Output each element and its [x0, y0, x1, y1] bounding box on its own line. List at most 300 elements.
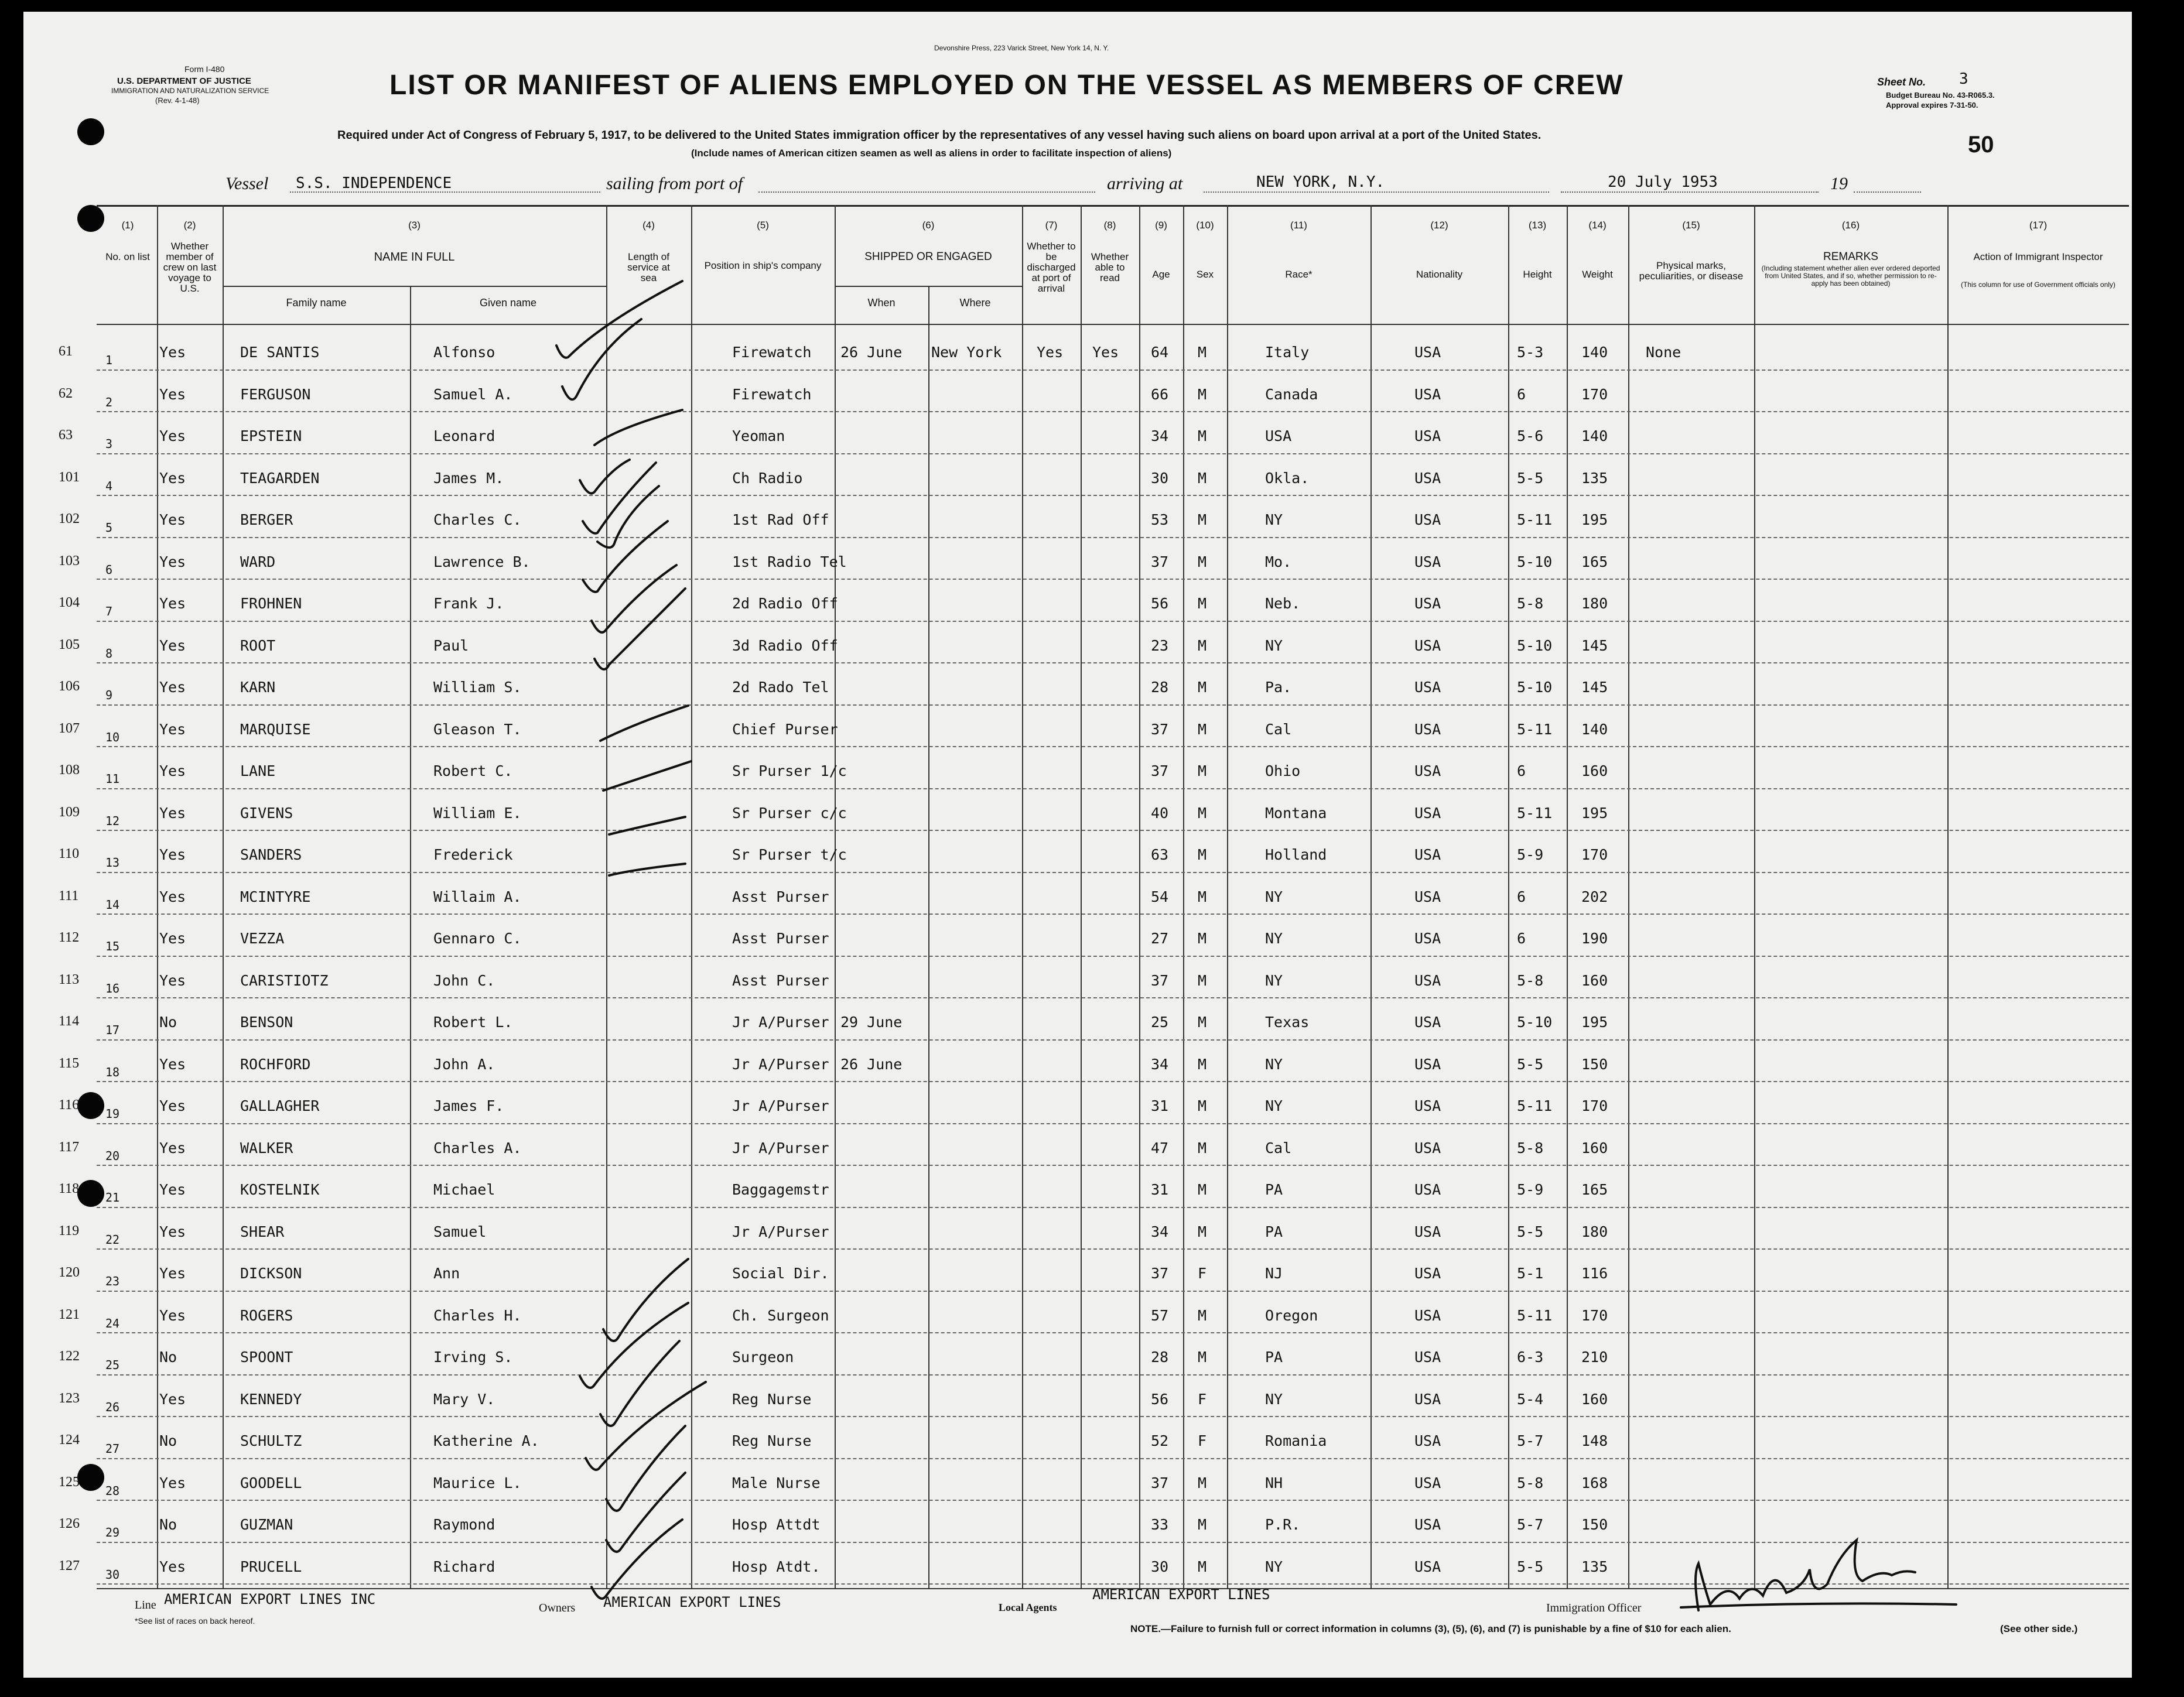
crew-height: 5-4 — [1517, 1390, 1544, 1408]
crew-age: 56 — [1151, 595, 1169, 612]
crew-nationality: USA — [1414, 804, 1441, 822]
crew-sex: M — [1198, 1223, 1207, 1240]
crew-height: 6-3 — [1517, 1349, 1544, 1366]
crew-last-voyage: Yes — [159, 804, 186, 822]
crew-list-number: 3 — [105, 437, 113, 451]
crew-ship-position: Jr A/Purser — [732, 1097, 829, 1114]
crew-race: NY — [1265, 511, 1283, 528]
col-13-header: Height — [1523, 269, 1552, 280]
crew-weight: 168 — [1581, 1474, 1608, 1491]
crew-last-voyage: Yes — [159, 1181, 186, 1198]
crew-sex: M — [1198, 637, 1207, 654]
crew-given-name: Alfonso — [433, 344, 495, 361]
col-5-header: Position in ship's company — [704, 260, 822, 271]
col-1-header: No. on list — [105, 251, 150, 262]
crew-height: 5-9 — [1517, 846, 1544, 863]
crew-nationality: USA — [1414, 1181, 1441, 1198]
col-16-subheader: (Including statement whether alien ever ordered deported from United States, and if so, whether permission to re-apply has been obtained) — [1761, 264, 1940, 288]
crew-list-number: 30 — [105, 1567, 120, 1582]
col-8-number: (8) — [1103, 220, 1116, 231]
crew-last-voyage: Yes — [159, 720, 186, 738]
col-6-header: SHIPPED OR ENGAGED — [864, 251, 992, 263]
crew-given-name: William S. — [433, 679, 522, 696]
crew-ship-position: Asst Purser — [732, 971, 829, 989]
crew-age: 34 — [1151, 427, 1169, 444]
crew-ship-position: Asst Purser — [732, 888, 829, 905]
crew-race: Cal — [1265, 720, 1292, 738]
crew-weight: 135 — [1581, 1558, 1608, 1575]
crew-nationality: USA — [1414, 762, 1441, 779]
crew-sex: M — [1198, 846, 1207, 863]
crew-tally-number: 63 — [59, 427, 73, 443]
crew-race: Neb. — [1265, 595, 1301, 612]
races-note: *See list of races on back hereof. — [135, 1616, 255, 1626]
owners-label: Owners — [539, 1602, 576, 1614]
crew-tally-number: 116 — [59, 1097, 80, 1113]
crew-nationality: USA — [1414, 595, 1441, 612]
crew-ship-position: Baggagemstr — [732, 1181, 829, 1198]
crew-height: 5-10 — [1517, 637, 1553, 654]
crew-weight: 170 — [1581, 385, 1608, 403]
crew-race: Mo. — [1265, 553, 1292, 570]
crew-sex: M — [1198, 385, 1207, 403]
crew-shipped-where: New York — [931, 344, 1002, 361]
crew-list-number: 5 — [105, 521, 113, 535]
arriving-label: arriving at — [1107, 174, 1183, 193]
crew-age: 37 — [1151, 720, 1169, 738]
crew-age: 31 — [1151, 1097, 1169, 1114]
crew-list-number: 26 — [105, 1400, 120, 1414]
crew-family-name: KARN — [240, 679, 276, 696]
crew-weight: 140 — [1581, 427, 1608, 444]
col-14-header: Weight — [1582, 269, 1613, 280]
crew-height: 5-10 — [1517, 679, 1553, 696]
crew-given-name: Michael — [433, 1181, 495, 1198]
crew-height: 6 — [1517, 930, 1526, 947]
crew-ship-position: Social Dir. — [732, 1265, 829, 1282]
crew-nationality: USA — [1414, 1139, 1441, 1157]
crew-family-name: BERGER — [240, 511, 293, 528]
crew-tally-number: 112 — [59, 930, 80, 945]
shipped-where-header: Where — [959, 297, 991, 309]
crew-nationality: USA — [1414, 1558, 1441, 1575]
vessel-label: Vessel — [225, 174, 269, 193]
crew-last-voyage: Yes — [159, 1055, 186, 1073]
printer-line: Devonshire Press, 223 Varick Street, New York 14, N. Y. — [934, 44, 1109, 52]
crew-family-name: DICKSON — [240, 1265, 302, 1282]
crew-family-name: MCINTYRE — [240, 888, 311, 905]
crew-tally-number: 107 — [59, 720, 80, 736]
crew-last-voyage: Yes — [159, 1097, 186, 1114]
crew-ship-position: Firewatch — [732, 344, 812, 361]
col-6-number: (6) — [922, 220, 935, 231]
arrival-date: 20 July 1953 — [1608, 173, 1718, 191]
crew-age: 31 — [1151, 1181, 1169, 1198]
col-4-header: Length of service at sea — [627, 251, 670, 283]
crew-ship-position: 1st Radio Tel — [732, 553, 847, 570]
crew-family-name: MARQUISE — [240, 720, 311, 738]
crew-race: NY — [1265, 637, 1283, 654]
crew-last-voyage: No — [159, 1516, 177, 1533]
crew-weight: 195 — [1581, 804, 1608, 822]
crew-tally-number: 62 — [59, 385, 73, 401]
sheet-number: 3 — [1959, 70, 1968, 88]
manifest-page — [23, 12, 2132, 1678]
col-2-number: (2) — [183, 220, 196, 231]
crew-family-name: SHEAR — [240, 1223, 285, 1240]
crew-weight: 140 — [1581, 720, 1608, 738]
agents-value: AMERICAN EXPORT LINES — [1092, 1586, 1270, 1603]
crew-list-number: 4 — [105, 478, 113, 493]
crew-last-voyage: Yes — [159, 1474, 186, 1491]
crew-height: 5-11 — [1517, 1097, 1553, 1114]
crew-race: Ohio — [1265, 762, 1301, 779]
crew-ship-position: Hosp Attdt — [732, 1516, 821, 1533]
crew-given-name: Samuel — [433, 1223, 487, 1240]
crew-sex: M — [1198, 344, 1207, 361]
crew-list-number: 13 — [105, 856, 120, 870]
crew-ship-position: Reg Nurse — [732, 1390, 812, 1408]
crew-tally-number: 61 — [59, 344, 73, 359]
col-3-header: NAME IN FULL — [374, 251, 455, 264]
crew-weight: 165 — [1581, 1181, 1608, 1198]
crew-given-name: Gleason T. — [433, 720, 522, 738]
crew-height: 5-7 — [1517, 1432, 1544, 1449]
crew-ship-position: Chief Purser — [732, 720, 838, 738]
crew-ship-position: Sr Purser t/c — [732, 846, 847, 863]
crew-nationality: USA — [1414, 1265, 1441, 1282]
crew-given-name: Leonard — [433, 427, 495, 444]
crew-ship-position: Hosp Atdt. — [732, 1558, 821, 1575]
crew-given-name: John C. — [433, 971, 495, 989]
crew-family-name: PRUCELL — [240, 1558, 302, 1575]
crew-last-voyage: Yes — [159, 637, 186, 654]
crew-list-number: 21 — [105, 1190, 120, 1205]
crew-list-number: 2 — [105, 395, 113, 409]
crew-height: 5-8 — [1517, 1139, 1544, 1157]
footer-note: NOTE.—Failure to furnish full or correct information in columns (3), (5), (6), and (7) is punishable by a fine of $10 for each alien. — [1130, 1623, 1731, 1634]
crew-nationality: USA — [1414, 637, 1441, 654]
crew-ship-position: Jr A/Purser — [732, 1055, 829, 1073]
page-subtitle: Required under Act of Congress of February 5, 1917, to be delivered to the United States immigration officer by the representatives of any vessel having such aliens on board upon arrival at a port of the United States. — [337, 129, 1542, 142]
crew-weight: 210 — [1581, 1349, 1608, 1366]
crew-weight: 165 — [1581, 553, 1608, 570]
crew-last-voyage: Yes — [159, 1223, 186, 1240]
crew-nationality: USA — [1414, 846, 1441, 863]
crew-family-name: LANE — [240, 762, 276, 779]
crew-weight: 195 — [1581, 1014, 1608, 1031]
crew-family-name: GALLAGHER — [240, 1097, 320, 1114]
crew-height: 5-8 — [1517, 595, 1544, 612]
sheet-label: Sheet No. — [1877, 76, 1926, 88]
crew-ship-position: 1st Rad Off — [732, 511, 829, 528]
crew-age: 53 — [1151, 511, 1169, 528]
crew-tally-number: 114 — [59, 1014, 80, 1029]
crew-height: 5-5 — [1517, 469, 1544, 487]
col-7-number: (7) — [1045, 220, 1058, 231]
crew-last-voyage: Yes — [159, 469, 186, 487]
vessel-name: S.S. INDEPENDENCE — [296, 175, 452, 192]
crew-tally-number: 123 — [59, 1390, 80, 1406]
crew-height: 6 — [1517, 762, 1526, 779]
crew-tally-number: 109 — [59, 804, 80, 820]
crew-tally-number: 111 — [59, 888, 79, 904]
agents-label: Local Agents — [999, 1602, 1057, 1613]
crew-ship-position: Firewatch — [732, 385, 812, 403]
crew-sex: M — [1198, 762, 1207, 779]
crew-sex: F — [1198, 1432, 1207, 1449]
crew-height: 5-3 — [1517, 344, 1544, 361]
col-3-number: (3) — [408, 220, 421, 231]
crew-shipped-when: 26 June — [840, 1055, 903, 1073]
crew-last-voyage: No — [159, 1014, 177, 1031]
crew-tally-number: 124 — [59, 1432, 80, 1448]
crew-nationality: USA — [1414, 427, 1441, 444]
crew-race: NY — [1265, 888, 1283, 905]
crew-family-name: GIVENS — [240, 804, 293, 822]
crew-family-name: GOODELL — [240, 1474, 302, 1491]
col-11-number: (11) — [1290, 220, 1307, 231]
crew-list-number: 20 — [105, 1148, 120, 1163]
crew-weight: 160 — [1581, 1139, 1608, 1157]
crew-age: 63 — [1151, 846, 1169, 863]
col-15-header: Physical marks, peculiarities, or disease — [1639, 260, 1744, 282]
crew-weight: 170 — [1581, 1306, 1608, 1324]
col-13-number: (13) — [1528, 220, 1547, 231]
owners-value: AMERICAN EXPORT LINES — [603, 1594, 781, 1610]
page-title: LIST OR MANIFEST OF ALIENS EMPLOYED ON THE VESSEL AS MEMBERS OF CREW — [389, 70, 1624, 101]
crew-given-name: Irving S. — [433, 1349, 513, 1366]
crew-age: 28 — [1151, 679, 1169, 696]
crew-list-number: 23 — [105, 1274, 120, 1288]
crew-weight: 140 — [1581, 344, 1608, 361]
crew-weight: 148 — [1581, 1432, 1608, 1449]
crew-list-number: 19 — [105, 1107, 120, 1121]
crew-nationality: USA — [1414, 930, 1441, 947]
agency-name: U.S. DEPARTMENT OF JUSTICE — [117, 76, 251, 86]
crew-given-name: Katherine A. — [433, 1432, 539, 1449]
crew-nationality: USA — [1414, 971, 1441, 989]
crew-age: 34 — [1151, 1055, 1169, 1073]
crew-race: Italy — [1265, 344, 1310, 361]
crew-sex: M — [1198, 971, 1207, 989]
crew-family-name: FERGUSON — [240, 385, 311, 403]
crew-age: 66 — [1151, 385, 1169, 403]
col-7-header: Whether to be discharged at port of arrival — [1027, 241, 1076, 294]
crew-list-number: 16 — [105, 981, 120, 995]
crew-height: 5-5 — [1517, 1558, 1544, 1575]
crew-weight: 170 — [1581, 846, 1608, 863]
crew-given-name: Lawrence B. — [433, 553, 531, 570]
sailing-label: sailing from port of — [606, 174, 743, 193]
crew-race: Montana — [1265, 804, 1327, 822]
crew-ship-position: Reg Nurse — [732, 1432, 812, 1449]
crew-last-voyage: Yes — [159, 1265, 186, 1282]
crew-race: Holland — [1265, 846, 1327, 863]
crew-nationality: USA — [1414, 720, 1441, 738]
crew-race: Texas — [1265, 1014, 1310, 1031]
crew-age: 40 — [1151, 804, 1169, 822]
crew-last-voyage: Yes — [159, 971, 186, 989]
crew-list-number: 14 — [105, 897, 120, 912]
crew-height: 5-8 — [1517, 1474, 1544, 1491]
crew-family-name: VEZZA — [240, 930, 285, 947]
crew-given-name: James F. — [433, 1097, 504, 1114]
crew-tally-number: 115 — [59, 1055, 80, 1071]
col-17-subheader: (This column for use of Government officials only) — [1961, 280, 2115, 289]
crew-last-voyage: Yes — [159, 553, 186, 570]
crew-able-to-read: Yes — [1092, 344, 1119, 361]
crew-nationality: USA — [1414, 344, 1441, 361]
crew-last-voyage: Yes — [159, 385, 186, 403]
crew-ship-position: Jr A/Purser — [732, 1139, 829, 1157]
crew-given-name: Frederick — [433, 846, 513, 863]
crew-weight: 135 — [1581, 469, 1608, 487]
crew-tally-number: 126 — [59, 1516, 80, 1531]
crew-given-name: Gennaro C. — [433, 930, 522, 947]
crew-ship-position: 3d Radio Off — [732, 637, 838, 654]
crew-sex: M — [1198, 1306, 1207, 1324]
crew-tally-number: 121 — [59, 1306, 80, 1322]
crew-weight: 160 — [1581, 762, 1608, 779]
col-14-number: (14) — [1588, 220, 1607, 231]
crew-given-name: Paul — [433, 637, 469, 654]
col-17-number: (17) — [2029, 220, 2048, 231]
line-value: AMERICAN EXPORT LINES INC — [164, 1591, 376, 1607]
crew-age: 57 — [1151, 1306, 1169, 1324]
crew-age: 37 — [1151, 971, 1169, 989]
crew-age: 27 — [1151, 930, 1169, 947]
crew-weight: 150 — [1581, 1516, 1608, 1533]
crew-age: 37 — [1151, 553, 1169, 570]
crew-weight: 160 — [1581, 1390, 1608, 1408]
crew-last-voyage: No — [159, 1349, 177, 1366]
crew-list-number: 27 — [105, 1442, 120, 1456]
crew-last-voyage: Yes — [159, 846, 186, 863]
line-label: Line — [135, 1599, 156, 1612]
crew-sex: M — [1198, 1055, 1207, 1073]
family-name-header: Family name — [286, 297, 347, 309]
approval-expiry: Approval expires 7-31-50. — [1886, 101, 1978, 110]
arrival-port: NEW YORK, N.Y. — [1256, 173, 1385, 191]
crew-tally-number: 108 — [59, 762, 80, 778]
crew-nationality: USA — [1414, 1390, 1441, 1408]
form-number: Form I-480 — [184, 64, 225, 74]
crew-tally-number: 102 — [59, 511, 80, 526]
crew-given-name: Samuel A. — [433, 385, 513, 403]
crew-ship-position: Jr A/Purser — [732, 1223, 829, 1240]
crew-height: 5-10 — [1517, 553, 1553, 570]
crew-age: 37 — [1151, 1474, 1169, 1491]
crew-shipped-when: 29 June — [840, 1014, 903, 1031]
crew-sex: M — [1198, 888, 1207, 905]
col-17-header: Action of Immigrant Inspector — [1973, 251, 2103, 262]
crew-height: 5-11 — [1517, 720, 1553, 738]
crew-sex: M — [1198, 804, 1207, 822]
crew-sex: M — [1198, 1474, 1207, 1491]
crew-nationality: USA — [1414, 1055, 1441, 1073]
year-label: 19 — [1830, 174, 1848, 193]
crew-tally-number: 103 — [59, 553, 80, 569]
crew-height: 6 — [1517, 385, 1526, 403]
crew-last-voyage: Yes — [159, 1390, 186, 1408]
crew-race: Pa. — [1265, 679, 1292, 696]
crew-shipped-when: 26 June — [840, 344, 903, 361]
crew-tally-number: 105 — [59, 637, 80, 652]
crew-height: 6 — [1517, 888, 1526, 905]
crew-age: 30 — [1151, 1558, 1169, 1575]
crew-height: 5-10 — [1517, 1014, 1553, 1031]
crew-race: USA — [1265, 427, 1292, 444]
crew-ship-position: 2d Rado Tel — [732, 679, 829, 696]
crew-sex: F — [1198, 1265, 1207, 1282]
crew-age: 37 — [1151, 762, 1169, 779]
crew-race: Oregon — [1265, 1306, 1318, 1324]
crew-weight: 160 — [1581, 971, 1608, 989]
crew-height: 5-8 — [1517, 971, 1544, 989]
crew-sex: M — [1198, 1349, 1207, 1366]
crew-list-number: 8 — [105, 646, 113, 661]
crew-list-number: 22 — [105, 1232, 120, 1247]
crew-sex: M — [1198, 679, 1207, 696]
crew-age: 34 — [1151, 1223, 1169, 1240]
crew-tally-number: 101 — [59, 469, 80, 485]
crew-weight: 150 — [1581, 1055, 1608, 1073]
crew-height: 5-1 — [1517, 1265, 1544, 1282]
crew-nationality: USA — [1414, 511, 1441, 528]
crew-sex: M — [1198, 1558, 1207, 1575]
crew-weight: 145 — [1581, 679, 1608, 696]
crew-height: 5-9 — [1517, 1181, 1544, 1198]
crew-list-number: 29 — [105, 1525, 120, 1539]
crew-list-number: 15 — [105, 939, 120, 953]
crew-ship-position: Jr A/Purser — [732, 1014, 829, 1031]
crew-family-name: ROOT — [240, 637, 276, 654]
col-4-number: (4) — [642, 220, 655, 231]
officer-label: Immigration Officer — [1546, 1602, 1642, 1614]
crew-last-voyage: Yes — [159, 762, 186, 779]
crew-height: 5-11 — [1517, 511, 1553, 528]
page-subtitle-note: (Include names of American citizen seamen as well as aliens in order to facilitate inspection of aliens) — [691, 148, 1172, 159]
crew-nationality: USA — [1414, 679, 1441, 696]
form-revision: (Rev. 4-1-48) — [155, 96, 200, 105]
crew-nationality: USA — [1414, 385, 1441, 403]
crew-last-voyage: Yes — [159, 930, 186, 947]
crew-nationality: USA — [1414, 1097, 1441, 1114]
col-15-number: (15) — [1682, 220, 1700, 231]
crew-tally-number: 122 — [59, 1349, 80, 1364]
crew-sex: M — [1198, 427, 1207, 444]
crew-race: NJ — [1265, 1265, 1283, 1282]
crew-weight: 145 — [1581, 637, 1608, 654]
col-16-number: (16) — [1841, 220, 1860, 231]
crew-family-name: SPOONT — [240, 1349, 293, 1366]
crew-race: NY — [1265, 1390, 1283, 1408]
crew-list-number: 12 — [105, 813, 120, 828]
crew-race: PA — [1265, 1223, 1283, 1240]
crew-list-number: 6 — [105, 562, 113, 577]
crew-given-name: James M. — [433, 469, 504, 487]
col-12-header: Nationality — [1416, 269, 1463, 280]
crew-discharged: Yes — [1037, 344, 1064, 361]
crew-nationality: USA — [1414, 888, 1441, 905]
crew-sex: M — [1198, 720, 1207, 738]
crew-given-name: Charles A. — [433, 1139, 522, 1157]
crew-given-name: Mary V. — [433, 1390, 495, 1408]
crew-weight: 180 — [1581, 595, 1608, 612]
crew-weight: 116 — [1581, 1265, 1608, 1282]
crew-race: Okla. — [1265, 469, 1310, 487]
